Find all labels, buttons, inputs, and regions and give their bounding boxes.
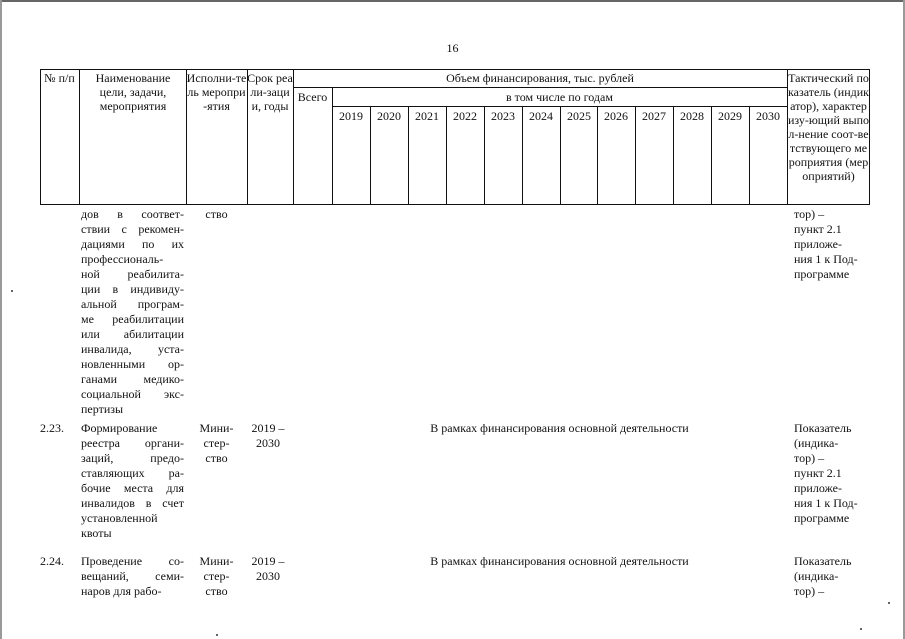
text-line: ствии с рекомен- xyxy=(81,222,184,236)
page-left-border xyxy=(0,0,2,639)
text-line: стер- xyxy=(203,436,230,450)
text-line: ганами медико- xyxy=(81,372,184,386)
text-line: (индика- xyxy=(794,569,839,583)
text-line: 2019 – xyxy=(251,421,285,435)
header-indicator: Тактический показатель (индикатор), характеризу-ющий выпол-нение соот-ветствующего мероприятия (мероприятий) xyxy=(787,71,870,183)
continuation-executor: ство xyxy=(205,207,228,221)
row-name xyxy=(81,421,184,541)
text-line: дациями по их xyxy=(81,237,184,251)
text-line: приложе- xyxy=(794,481,842,495)
text-line: программе xyxy=(794,511,850,525)
text-line: социальной экс- xyxy=(81,387,184,401)
row-term xyxy=(246,554,290,584)
header-total: Всего xyxy=(297,90,328,104)
text-line: Проведение со- xyxy=(81,554,184,568)
year-header-2023: 2023 xyxy=(491,109,515,123)
header-executor: Исполни-тель меропри-ятия xyxy=(186,71,247,113)
text-line: вещаний, семи- xyxy=(81,569,184,583)
row-indicator xyxy=(794,554,874,599)
text-line: заций, предо- xyxy=(81,451,184,465)
text-line: 2019 – xyxy=(251,554,285,568)
continuation-name xyxy=(81,207,184,417)
continuation-indicator xyxy=(794,207,874,282)
row-name xyxy=(81,554,184,599)
text-line: 2030 xyxy=(256,569,280,583)
row-number: 2.24. xyxy=(40,554,64,568)
text-line: ставляющих ра- xyxy=(81,466,184,480)
text-line: новленными ор- xyxy=(81,357,184,371)
text-line: тор) – xyxy=(794,207,825,221)
row-executor xyxy=(186,554,247,599)
text-line: Формирование xyxy=(81,421,158,435)
header-top-line xyxy=(40,69,870,70)
text-line: Мини- xyxy=(199,554,234,568)
text-line: стер- xyxy=(203,569,230,583)
year-header-2020: 2020 xyxy=(377,109,401,123)
header-term: Срок реали-зации, годы xyxy=(247,71,293,113)
text-line: ство xyxy=(205,451,228,465)
text-line: профессиональ- xyxy=(81,252,164,266)
year-header-2027: 2027 xyxy=(642,109,666,123)
text-line: ной реабилита- xyxy=(81,267,184,281)
header-by-years: в том числе по годам xyxy=(506,90,613,104)
text-line: Показатель xyxy=(794,554,852,568)
scan-speck xyxy=(860,628,862,630)
text-line: инвалидов в счет xyxy=(81,496,184,510)
row-indicator xyxy=(794,421,874,526)
header-name: Наименование цели, задачи, мероприятия xyxy=(95,71,171,113)
text-line: инвалида, уста- xyxy=(81,342,184,356)
year-header-2019: 2019 xyxy=(339,109,363,123)
year-header-2028: 2028 xyxy=(680,109,704,123)
row-number: 2.23. xyxy=(40,421,64,435)
header-bottom-line xyxy=(40,204,870,205)
row-financing: В рамках финансирования основной деятельности xyxy=(430,554,689,568)
text-line: программе xyxy=(794,267,850,281)
text-line: или абилитации xyxy=(81,327,184,341)
year-header-2022: 2022 xyxy=(453,109,477,123)
text-line: пертизы xyxy=(81,402,124,416)
text-line: бочие места для xyxy=(81,481,184,495)
text-line: установленной xyxy=(81,511,158,525)
table-header xyxy=(40,69,870,205)
page-top-border xyxy=(0,0,905,2)
text-line: ции в индивиду- xyxy=(81,282,184,296)
page-number: 16 xyxy=(446,41,459,55)
text-line: ство xyxy=(205,584,228,598)
year-header-2021: 2021 xyxy=(415,109,439,123)
scan-speck xyxy=(11,290,13,292)
year-header-2030: 2030 xyxy=(756,109,780,123)
text-line: тор) – xyxy=(794,451,825,465)
row-executor xyxy=(186,421,247,466)
year-header-2029: 2029 xyxy=(718,109,742,123)
scan-speck xyxy=(216,634,218,636)
text-line: квоты xyxy=(81,526,112,540)
text-line: 2030 xyxy=(256,436,280,450)
header-financing-line xyxy=(293,87,787,88)
row-term xyxy=(246,421,290,451)
row-financing: В рамках финансирования основной деятельности xyxy=(430,421,689,435)
text-line: наров для рабо- xyxy=(81,584,162,598)
text-line: дов в соответ- xyxy=(81,207,184,221)
text-line: Показатель xyxy=(794,421,852,435)
text-line: реестра органи- xyxy=(81,436,184,450)
year-header-2025: 2025 xyxy=(567,109,591,123)
year-header-2024: 2024 xyxy=(529,109,553,123)
text-line: пункт 2.1 xyxy=(794,466,842,480)
text-line: ния 1 к Под- xyxy=(794,496,858,510)
header-num: № п/п xyxy=(44,71,75,85)
text-line: тор) – xyxy=(794,584,825,598)
text-line: ме реабилитации xyxy=(81,312,184,326)
header-col-line xyxy=(79,69,80,205)
text-line: приложе- xyxy=(794,237,842,251)
header-col-line xyxy=(40,69,41,205)
text-line: альной програм- xyxy=(81,297,184,311)
header-financing: Объем финансирования, тыс. рублей xyxy=(446,71,634,85)
text-line: пункт 2.1 xyxy=(794,222,842,236)
text-line: ния 1 к Под- xyxy=(794,252,858,266)
header-col-line xyxy=(332,87,333,205)
scan-speck xyxy=(888,602,890,604)
text-line: (индика- xyxy=(794,436,839,450)
year-header-2026: 2026 xyxy=(604,109,628,123)
text-line: Мини- xyxy=(199,421,234,435)
